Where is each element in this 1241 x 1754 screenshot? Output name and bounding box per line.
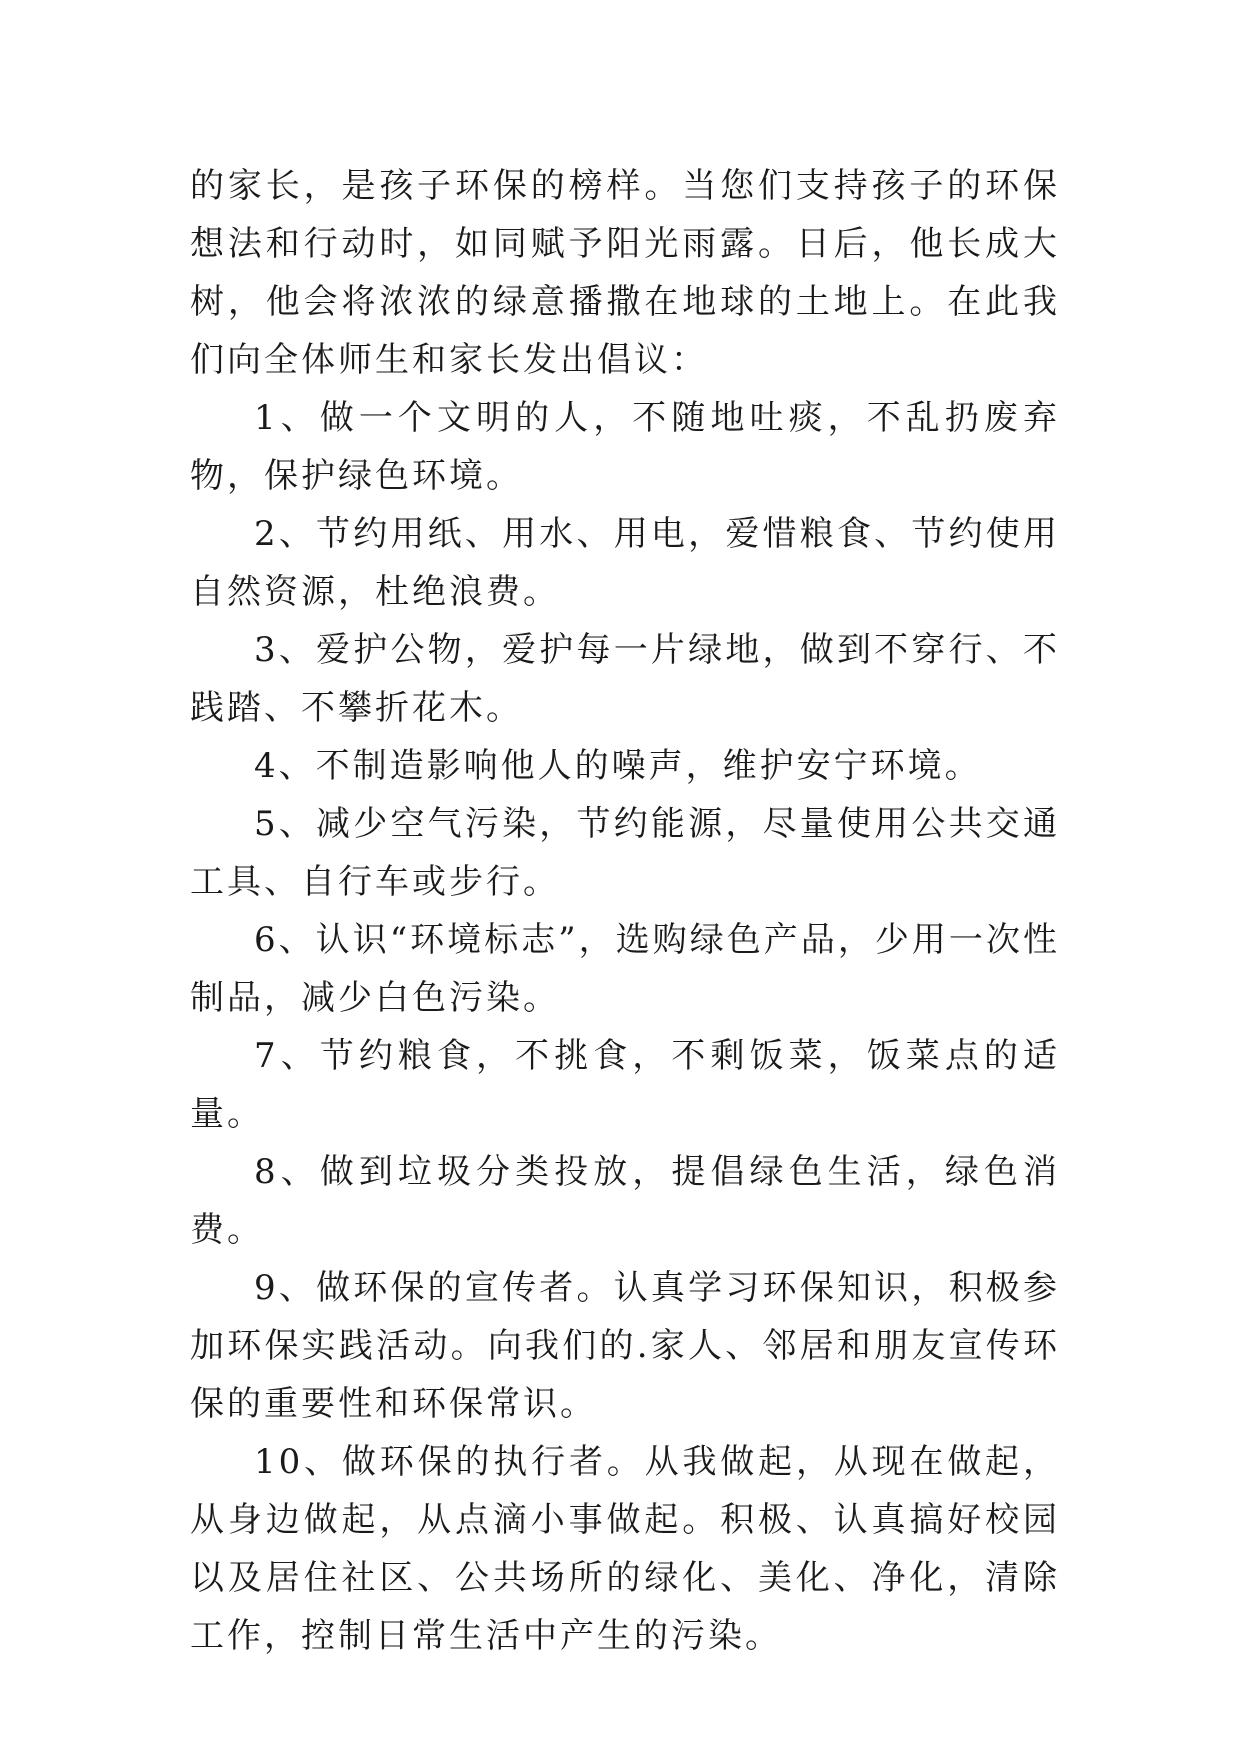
proposal-item-9: 9、做环保的宣传者。认真学习环保知识，积极参加环保实践活动。向我们的.家人、邻居和朋友宣传环保的重要性和环保常识。 xyxy=(190,1268,1060,1424)
document-body xyxy=(190,157,1060,1665)
proposal-item-7: 7、节约粮食，不挑食，不剩饭菜，饭菜点的适量。 xyxy=(190,1036,1060,1134)
proposal-item-1: 1、做一个文明的人，不随地吐痰，不乱扔废弃物，保护绿色环境。 xyxy=(190,398,1060,496)
proposal-item-8: 8、做到垃圾分类投放，提倡绿色生活，绿色消费。 xyxy=(190,1152,1060,1250)
proposal-item-10: 10、做环保的执行者。从我做起，从现在做起，从身边做起，从点滴小事做起。积极、认真搞好校园以及居住社区、公共场所的绿化、美化、净化，清除工作，控制日常生活中产生的污染。 xyxy=(190,1442,1060,1656)
intro-paragraph: 的家长，是孩子环保的榜样。当您们支持孩子的环保想法和行动时，如同赋予阳光雨露。日后，他长成大树，他会将浓浓的绿意播撒在地球的土地上。在此我们向全体师生和家长发出倡议： xyxy=(190,166,1060,380)
proposal-item-6: 6、认识“环境标志”，选购绿色产品，少用一次性制品，减少白色污染。 xyxy=(190,920,1060,1018)
proposal-item-2: 2、节约用纸、用水、用电，爱惜粮食、节约使用自然资源，杜绝浪费。 xyxy=(190,514,1060,612)
proposal-item-4: 4、不制造影响他人的噪声，维护安宁环境。 xyxy=(254,746,982,786)
proposal-item-3: 3、爱护公物，爱护每一片绿地，做到不穿行、不践踏、不攀折花木。 xyxy=(190,630,1060,728)
proposal-item-5: 5、减少空气污染，节约能源，尽量使用公共交通工具、自行车或步行。 xyxy=(190,804,1060,902)
